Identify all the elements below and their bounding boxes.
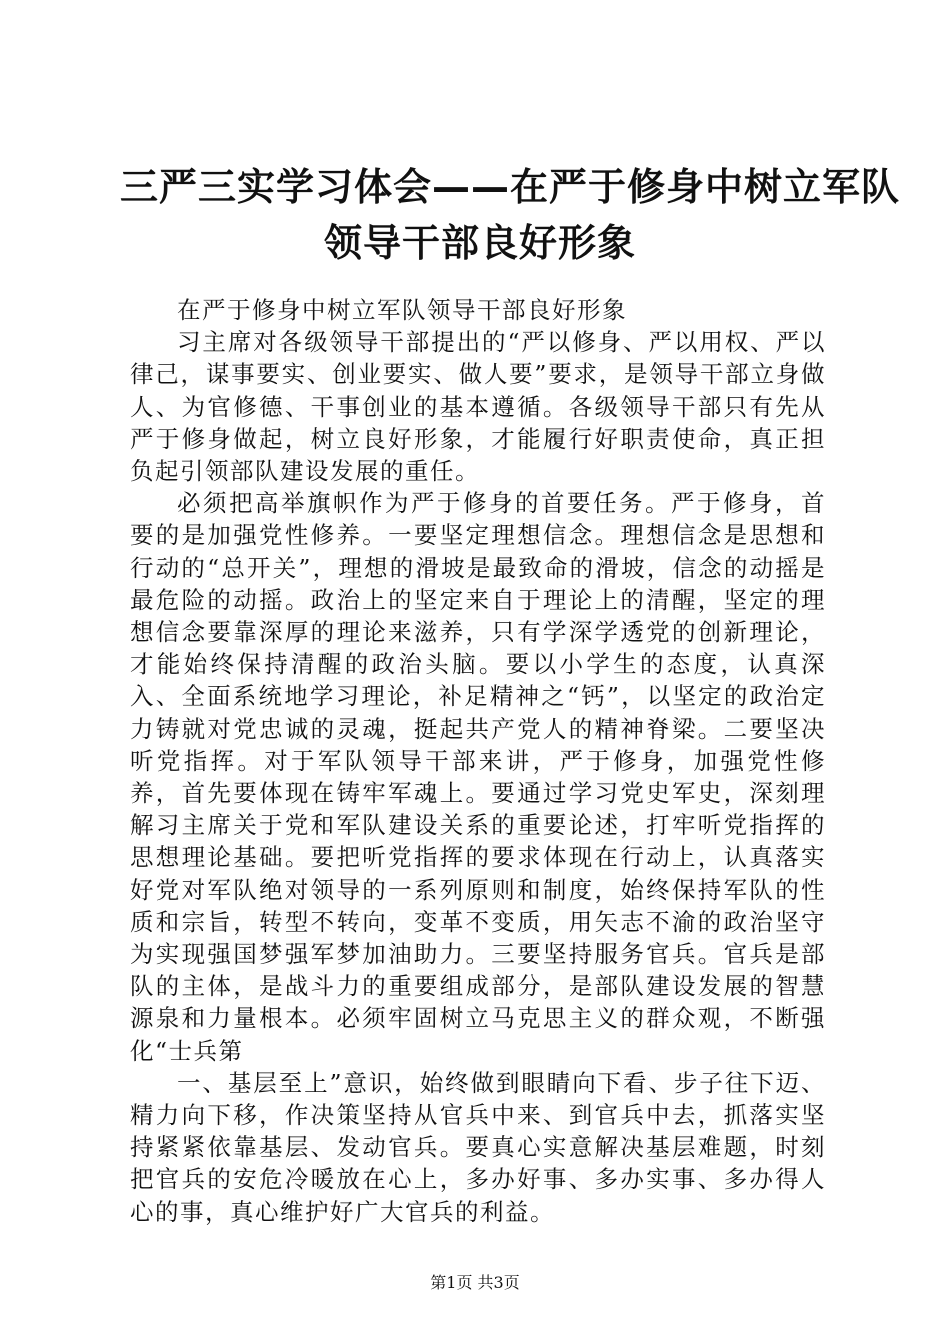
paragraph-intro: 习主席对各级领导干部提出的“严以修身、严以用权、严以律己，谋事要实、创业要实、做人要”要求，是领导干部立身做人、为官修德、干事创业的基本遵循。各级领导干部只有先从严于修身做起，树立良好形象，才能履行好职责使命，真正担负起引领部队建设发展的重任。 — [130, 328, 826, 486]
document-title-line-2: 领导干部良好形象 — [323, 221, 636, 265]
paragraph-main: 必须把高举旗帜作为严于修身的首要任务。严于修身，首要的是加强党性修养。一要坚定理想信念。理想信念是思想和行动的“总开关”，理想的滑坡是最致命的滑坡，信念的动摇是最危险的动摇。政治上的坚定来自于理论上的清醒，坚定的理想信念要靠深厚的理论来滋养，只有学深学透党的创新理论，才能始终保持清醒的政治头脑。要以小学生的态度，认真深入、全面系统地学习理论，补足精神之“钙”，以坚定的政治定力铸就对党忠诚的灵魂，挺起共产党人的精神脊梁。二要坚决听党指挥。对于军队领导干部来讲，严于修身，加强党性修养，首先要体现在铸牢军魂上。要通过学习党史军史，深刻理解习主席关于党和军队建设关系的重要论述，打牢听党指挥的思想理论基础。要把听党指挥的要求体现在行动上，认真落实好党对军队绝对领导的一系列原则和制度，始终保持军队的性质和宗旨，转型不转向，变革不变质，用矢志不渝的政治坚守为实现强国梦强军梦加油助力。三要坚持服务官兵。官兵是部队的主体，是战斗力的重要组成部分，是部队建设发展的智慧源泉和力量根本。必须牢固树立马克思主义的群众观，不断强化“士兵第 — [130, 489, 826, 1065]
paragraph-subtitle: 在严于修身中树立军队领导干部良好形象 — [177, 296, 627, 324]
document-title-line-1: 三严三实学习体会——在严于修身中树立军队 — [120, 165, 901, 209]
paragraph-continuation: 一、基层至上”意识，始终做到眼睛向下看、步子往下迈、精力向下移，作决策坚持从官兵中来、到官兵中去，抓落实坚持紧紧依靠基层、发动官兵。要真心实意解决基层难题，时刻把官兵的安危冷暖放在心上，多办好事、多办实事、多办得人心的事，真心维护好广大官兵的利益。 — [130, 1068, 826, 1226]
page-footer: 第1页 共3页 — [430, 1273, 520, 1292]
document-body — [130, 294, 826, 1228]
